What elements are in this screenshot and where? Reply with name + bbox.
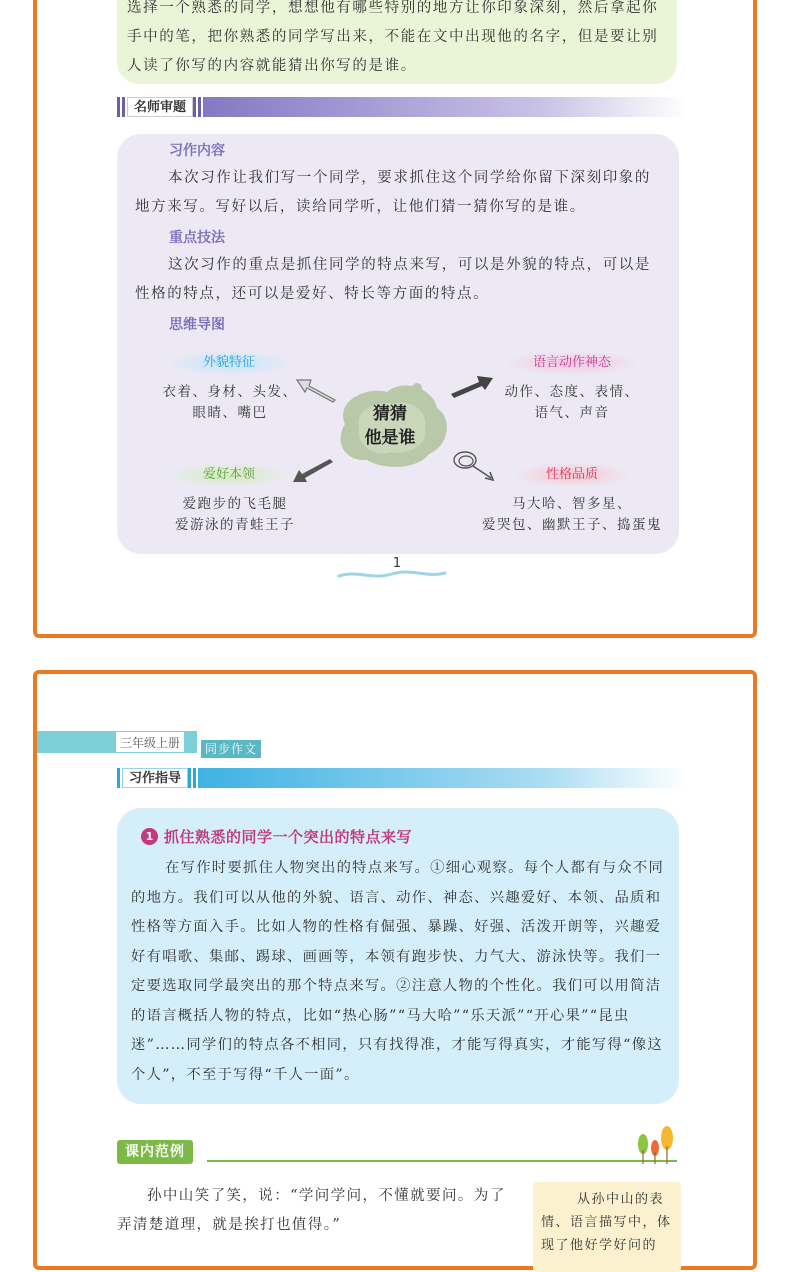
skill-text: 这次习作的重点是抓住同学的特点来写，可以是外貌的特点，可以是性格的特点，还可以是爱好、特长等方面的特点。: [135, 257, 651, 302]
side-note: 从孙中山的表情、语言描写中，体现了他好学好问的: [533, 1182, 681, 1272]
assignment-intro-text: [127, 0, 663, 81]
arrow-right-up-icon: [449, 372, 495, 398]
mindmap-label-hobby: 爱好本领: [169, 463, 289, 487]
intro-line: 人读了你写的内容就能猜出你写的是谁。: [127, 58, 417, 74]
mindmap-item: 动作、态度、表情、: [504, 384, 640, 400]
mindmap-heading: 思维导图: [169, 317, 225, 333]
page-number-wave: [337, 568, 447, 582]
intro-line: 选择一个熟悉的同学，想想他有哪些特别的地方让你印象深刻，然后拿起你: [127, 0, 659, 16]
bar-gradient: [203, 97, 687, 117]
mindmap-center-line: 他是谁: [364, 428, 416, 448]
mindmap-items-language: [477, 382, 667, 424]
mindmap-label-appearance: 外貌特征: [169, 351, 289, 375]
mindmap-items-character: [457, 494, 687, 536]
example-section-title: 课内范例: [117, 1140, 193, 1164]
example-text: 孙中山笑了笑，说：“学问学问，不懂就要问。为了弄清楚道理，就是挨打也值得。”: [117, 1188, 506, 1233]
grade-label: 三年级上册: [115, 731, 185, 753]
mindmap-center: [325, 402, 455, 450]
tip-body: 在写作时要抓住人物突出的特点来写。①细心观察。每个人都有与众不同的地方。我们可以从他的外貌、语言、动作、神态、兴趣爱好、本领、品质和性格等方面入手。比如人物的性格有倔强、暴躁、好强、活泼开朗等，兴趣爱好有唱歌、集邮、踢球、画画等，本领有跑步快、力气大、游泳快等。我们一定要选取同学最突出的那个特点来写。②注意人物的个性化。我们可以用简洁的语言概括人物的特点，比如“热心肠”“马大哈”“乐天派”“开心果”“昆虫迷”……同学们的特点各不相同，只有找得准，才能写得真实，才能写得“像这个人”，不至于写得“千人一面”。: [131, 860, 665, 1083]
arrow-left-up-icon: [295, 374, 339, 404]
mindmap-item: 爱游泳的青蛙王子: [175, 517, 295, 533]
bar-stripes: [117, 97, 127, 117]
tip-number-badge: 1: [141, 828, 158, 845]
tip-title: 抓住熟悉的同学一个突出的特点来写: [164, 828, 413, 846]
page-number: 1: [392, 556, 402, 571]
mindmap-item: 爱哭包、幽默王子、捣蛋鬼: [482, 517, 662, 533]
mindmap-center-line: 猜猜: [373, 404, 407, 424]
content-heading: 习作内容: [169, 143, 225, 159]
arrow-left-down-icon: [291, 458, 335, 486]
assignment-intro-box: [117, 0, 677, 84]
section-title-guidance: 习作指导: [122, 768, 188, 788]
bar-stripes: [193, 97, 203, 117]
example-underline: [207, 1160, 677, 1162]
example-section-bar: [117, 1140, 677, 1166]
content-text: 本次习作让我们写一个同学，要求抓住这个同学给你留下深刻印象的地方来写。写好以后，读给同学听，让他们猜一猜你写的是谁。: [135, 170, 651, 215]
mindmap-item: 马大哈、智多星、: [512, 496, 632, 512]
skill-heading: 重点技法: [169, 230, 225, 246]
section-bar-review: [117, 97, 687, 117]
bar-gradient: [198, 768, 687, 788]
section-title-review: 名师审题: [127, 97, 193, 117]
section-bar-guidance: [117, 768, 687, 788]
arrow-scribble-icon: [451, 448, 499, 484]
mindmap-item: 眼睛、嘴巴: [192, 405, 268, 421]
mindmap-items-appearance: [145, 382, 315, 424]
mindmap-item: 语气、声音: [534, 405, 610, 421]
mindmap-item: 爱跑步的飞毛腿: [182, 496, 288, 512]
bar-stripes: [188, 768, 198, 788]
guidance-box: [117, 808, 679, 1104]
textbook-page-1: [33, 0, 757, 638]
trees-icon: [633, 1122, 677, 1166]
tip-title-row: [141, 826, 412, 847]
mindmap-label-language: 语言动作神态: [507, 351, 637, 375]
mindmap-label-character: 性格品质: [517, 463, 627, 487]
mindmap-item: 衣着、身材、头发、: [162, 384, 298, 400]
mindmap-items-hobby: [155, 494, 315, 536]
textbook-page-2: [33, 670, 757, 1270]
series-label: 同步作文: [201, 740, 261, 758]
intro-line: 手中的笔，把你熟悉的同学写出来，不能在文中出现他的名字，但是要让别: [127, 29, 659, 45]
analysis-box: [117, 134, 679, 554]
